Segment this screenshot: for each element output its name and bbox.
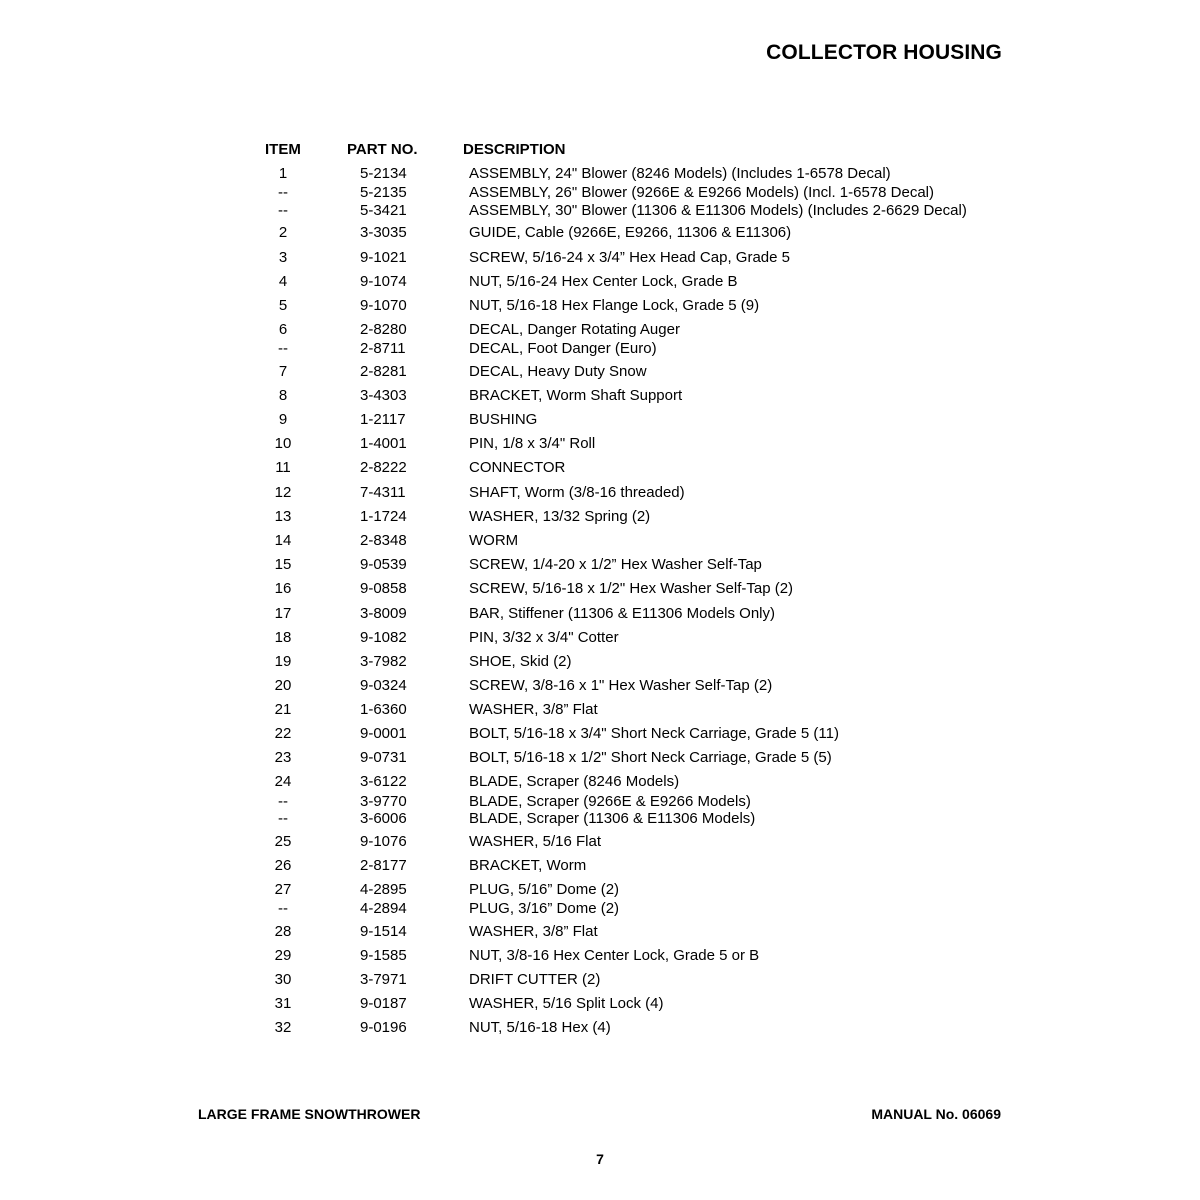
row-part-number: 1-4001 [360,435,407,452]
row-part-number: 3-7982 [360,653,407,670]
row-part-number: 5-2135 [360,184,407,201]
row-description: PIN, 1/8 x 3/4" Roll [469,435,596,452]
row-part-number: 9-0324 [360,677,407,694]
row-description: SCREW, 3/8-16 x 1" Hex Washer Self-Tap (2) [469,677,773,694]
description-column-header: DESCRIPTION [463,141,566,158]
row-part-number: 5-3421 [360,202,407,219]
row-part-number: 3-7971 [360,971,407,988]
row-description: BAR, Stiffener (11306 & E11306 Models Only) [469,605,775,622]
row-item-number: 23 [274,749,292,766]
row-item-number: 3 [278,249,288,266]
row-description: WASHER, 3/8” Flat [469,701,598,718]
row-part-number: 3-6006 [360,810,407,827]
row-item-number: 8 [278,387,288,404]
row-item-number: 6 [278,321,288,338]
row-description: SCREW, 1/4-20 x 1/2” Hex Washer Self-Tap [469,556,762,573]
row-description: PIN, 3/32 x 3/4" Cotter [469,629,619,646]
row-item-number: 13 [274,508,292,525]
row-description: WASHER, 5/16 Flat [469,833,601,850]
row-item-number: -- [278,202,288,219]
row-item-number: 18 [274,629,292,646]
row-item-number: 16 [274,580,292,597]
row-description: DECAL, Foot Danger (Euro) [469,340,657,357]
row-description: NUT, 5/16-24 Hex Center Lock, Grade B [469,273,738,290]
row-part-number: 9-1082 [360,629,407,646]
row-description: BLADE, Scraper (9266E & E9266 Models) [469,793,751,810]
row-description: WASHER, 5/16 Split Lock (4) [469,995,664,1012]
row-item-number: 11 [275,459,291,476]
row-part-number: 2-8280 [360,321,407,338]
item-column-header: ITEM [265,141,301,158]
row-item-number: 29 [274,947,292,964]
row-part-number: 9-0001 [360,725,407,742]
row-part-number: 4-2895 [360,881,407,898]
row-part-number: 9-1585 [360,947,407,964]
row-item-number: 15 [274,556,292,573]
row-item-number: 1 [278,165,288,182]
row-item-number: 22 [274,725,292,742]
row-description: DECAL, Danger Rotating Auger [469,321,680,338]
row-part-number: 3-4303 [360,387,407,404]
row-item-number: 2 [278,224,288,241]
row-part-number: 4-2894 [360,900,407,917]
row-part-number: 2-8711 [360,340,406,357]
row-item-number: -- [278,184,288,201]
row-item-number: -- [278,900,288,917]
row-description: BUSHING [469,411,538,428]
row-description: PLUG, 3/16” Dome (2) [469,900,620,917]
row-part-number: 2-8177 [360,857,407,874]
row-description: GUIDE, Cable (9266E, E9266, 11306 & E11306) [469,224,792,241]
row-part-number: 3-8009 [360,605,407,622]
row-part-number: 1-1724 [360,508,407,525]
row-item-number: 28 [274,923,292,940]
row-part-number: 3-3035 [360,224,407,241]
row-description: SCREW, 5/16-24 x 3/4” Hex Head Cap, Grade 5 [469,249,790,266]
row-description: WORM [469,532,519,549]
row-description: ASSEMBLY, 26" Blower (9266E & E9266 Models) (Incl. 1-6578 Decal) [469,184,935,201]
row-item-number: 21 [274,701,292,718]
part-no-column-header: PART NO. [347,141,418,158]
row-description: CONNECTOR [469,459,566,476]
row-description: SHAFT, Worm (3/8-16 threaded) [469,484,685,501]
row-item-number: 14 [274,532,292,549]
row-item-number: 24 [274,773,292,790]
row-item-number: 31 [274,995,292,1012]
row-part-number: 2-8281 [360,363,407,380]
row-part-number: 9-0539 [360,556,407,573]
row-item-number: 12 [274,484,292,501]
row-part-number: 9-1070 [360,297,407,314]
row-item-number: -- [278,793,288,810]
row-part-number: 3-6122 [360,773,407,790]
row-item-number: -- [278,340,288,357]
row-part-number: 9-0187 [360,995,407,1012]
row-part-number: 1-2117 [360,411,406,428]
row-description: NUT, 5/16-18 Hex (4) [469,1019,611,1036]
page-title: COLLECTOR HOUSING [766,41,1002,64]
row-description: NUT, 5/16-18 Hex Flange Lock, Grade 5 (9) [469,297,760,314]
row-part-number: 9-0196 [360,1019,407,1036]
row-part-number: 2-8222 [360,459,407,476]
footer-product-name: LARGE FRAME SNOWTHROWER [198,1106,421,1122]
row-description: SCREW, 5/16-18 x 1/2" Hex Washer Self-Tap (2) [469,580,794,597]
row-description: ASSEMBLY, 24" Blower (8246 Models) (Includes 1-6578 Decal) [469,165,891,182]
row-part-number: 9-0858 [360,580,407,597]
row-item-number: 25 [274,833,292,850]
row-item-number: 20 [274,677,292,694]
row-item-number: 10 [274,435,292,452]
row-item-number: 27 [274,881,292,898]
footer-manual-number: MANUAL No. 06069 [871,1106,1001,1122]
row-description: WASHER, 3/8” Flat [469,923,598,940]
row-description: BOLT, 5/16-18 x 1/2" Short Neck Carriage, Grade 5 (5) [469,749,832,766]
row-item-number: 26 [274,857,292,874]
row-part-number: 9-1021 [360,249,407,266]
row-item-number: 32 [274,1019,292,1036]
row-part-number: 9-1514 [360,923,407,940]
row-part-number: 2-8348 [360,532,407,549]
row-description: PLUG, 5/16” Dome (2) [469,881,620,898]
row-description: BOLT, 5/16-18 x 3/4" Short Neck Carriage, Grade 5 (11) [469,725,839,742]
row-item-number: 19 [274,653,292,670]
row-description: ASSEMBLY, 30" Blower (11306 & E11306 Models) (Includes 2-6629 Decal) [469,202,967,219]
row-description: DECAL, Heavy Duty Snow [469,363,647,380]
row-description: BLADE, Scraper (11306 & E11306 Models) [469,810,756,827]
row-description: BRACKET, Worm [469,857,587,874]
row-part-number: 9-1076 [360,833,407,850]
row-item-number: 17 [274,605,292,622]
row-part-number: 9-0731 [360,749,407,766]
page-number: 7 [596,1151,604,1167]
row-description: WASHER, 13/32 Spring (2) [469,508,651,525]
row-item-number: 30 [274,971,292,988]
row-part-number: 1-6360 [360,701,407,718]
row-part-number: 9-1074 [360,273,407,290]
row-item-number: 4 [278,273,288,290]
row-description: BLADE, Scraper (8246 Models) [469,773,680,790]
row-part-number: 7-4311 [360,484,406,501]
row-description: BRACKET, Worm Shaft Support [469,387,683,404]
row-part-number: 3-9770 [360,793,407,810]
row-item-number: -- [278,810,288,827]
row-description: SHOE, Skid (2) [469,653,572,670]
row-item-number: 7 [278,363,288,380]
row-item-number: 5 [278,297,288,314]
row-item-number: 9 [278,411,288,428]
row-part-number: 5-2134 [360,165,407,182]
row-description: DRIFT CUTTER (2) [469,971,601,988]
row-description: NUT, 3/8-16 Hex Center Lock, Grade 5 or B [469,947,760,964]
